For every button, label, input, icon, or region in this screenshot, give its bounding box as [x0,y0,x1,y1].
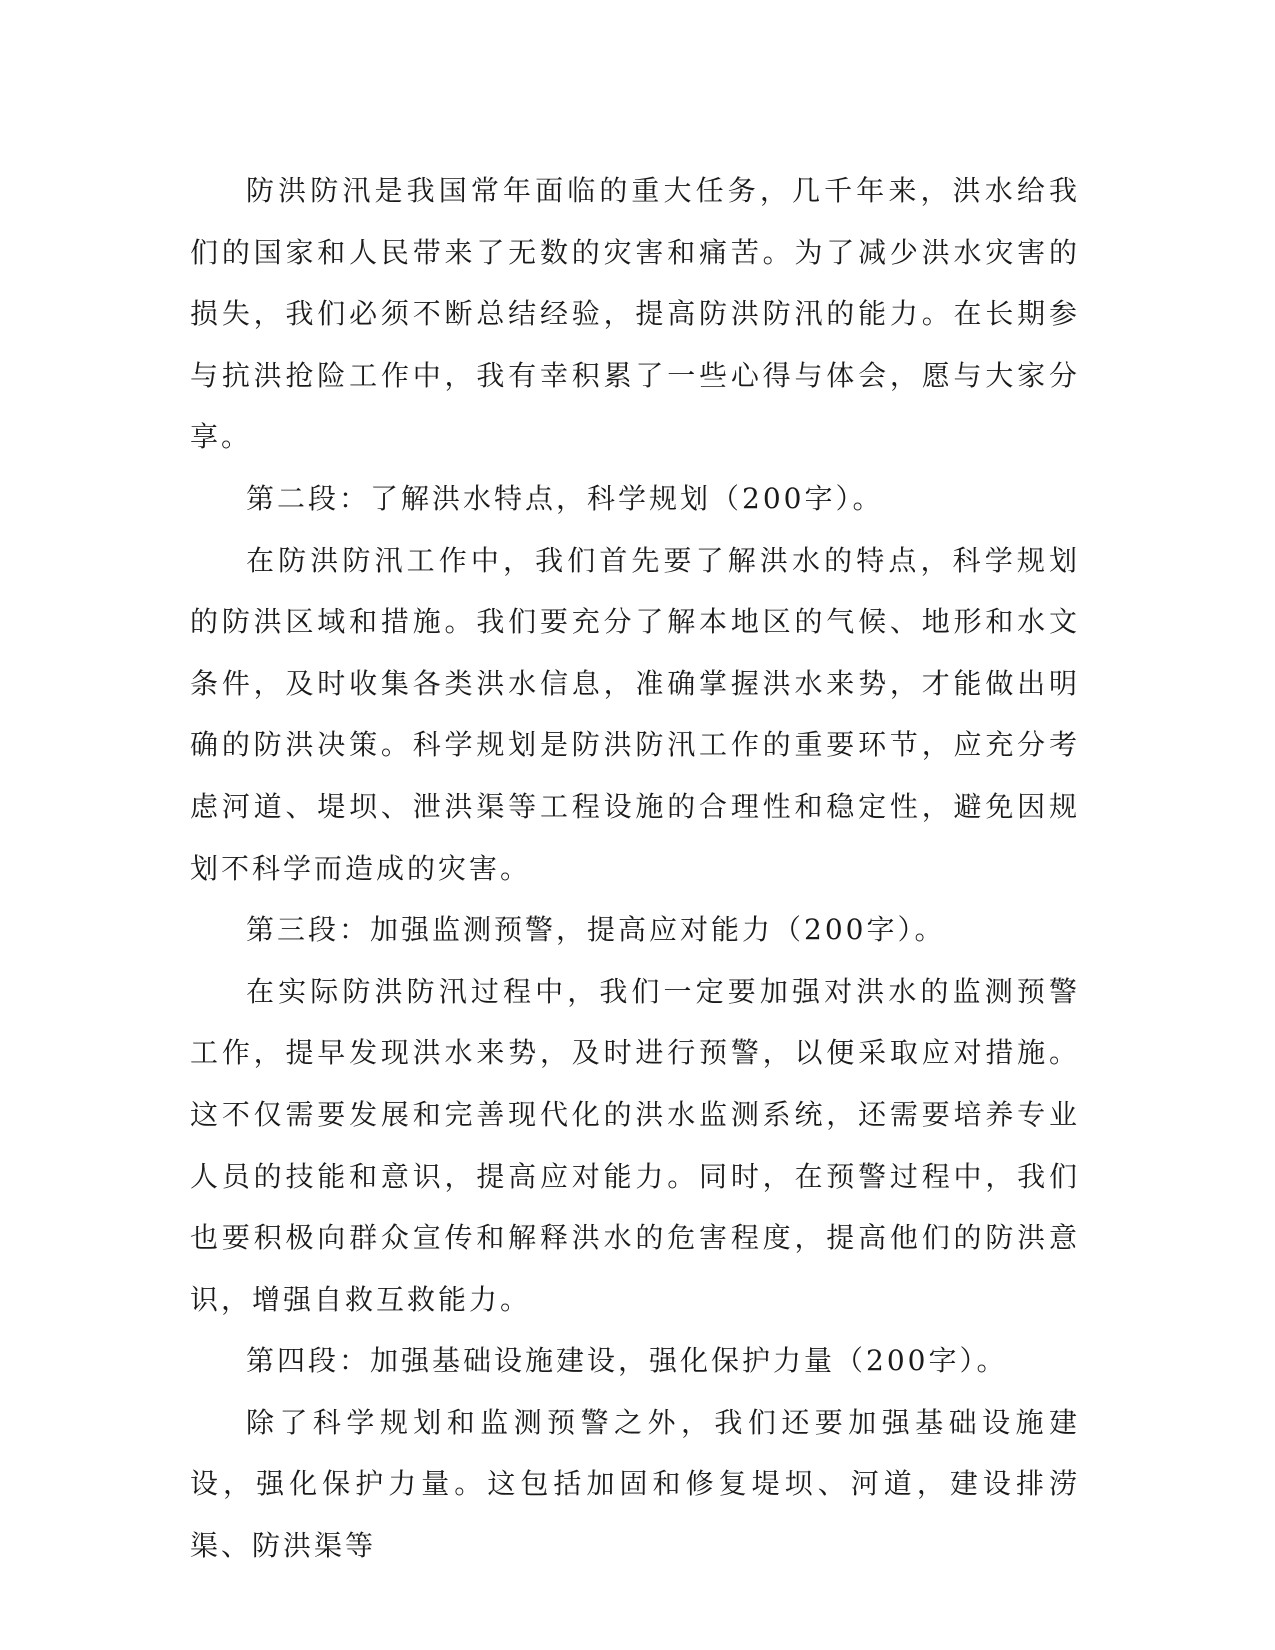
paragraph-intro: 防洪防汛是我国常年面临的重大任务，几千年来，洪水给我们的国家和人民带来了无数的灾害和痛苦。为了减少洪水灾害的损失，我们必须不断总结经验，提高防洪防汛的能力。在长期参与抗洪抢险工作中，我有幸积累了一些心得与体会，愿与大家分享。 [190,174,1080,454]
section-heading-4: 第四段：加强基础设施建设，强化保护力量（200字）。 [246,1344,1008,1378]
section-heading-2: 第二段：了解洪水特点，科学规划（200字）。 [246,481,884,515]
section-heading-3: 第三段：加强监测预警，提高应对能力（200字）。 [246,913,946,947]
paragraph-section-4: 除了科学规划和监测预警之外，我们还要加强基础设施建设，强化保护力量。这包括加固和修复堤坝、河道，建设排涝渠、防洪渠等 [190,1405,1080,1563]
paragraph-section-3: 在实际防洪防汛过程中，我们一定要加强对洪水的监测预警工作，提早发现洪水来势，及时进行预警，以便采取应对措施。这不仅需要发展和完善现代化的洪水监测系统，还需要培养专业人员的技能和意识，提高应对能力。同时，在预警过程中，我们也要积极向群众宣传和解释洪水的危害程度，提高他们的防洪意识，增强自救互救能力。 [190,974,1080,1316]
document-body [190,160,1080,1577]
paragraph-section-2: 在防洪防汛工作中，我们首先要了解洪水的特点，科学规划的防洪区域和措施。我们要充分了解本地区的气候、地形和水文条件，及时收集各类洪水信息，准确掌握洪水来势，才能做出明确的防洪决策。科学规划是防洪防汛工作的重要环节，应充分考虑河道、堤坝、泄洪渠等工程设施的合理性和稳定性，避免因规划不科学而造成的灾害。 [190,543,1080,885]
